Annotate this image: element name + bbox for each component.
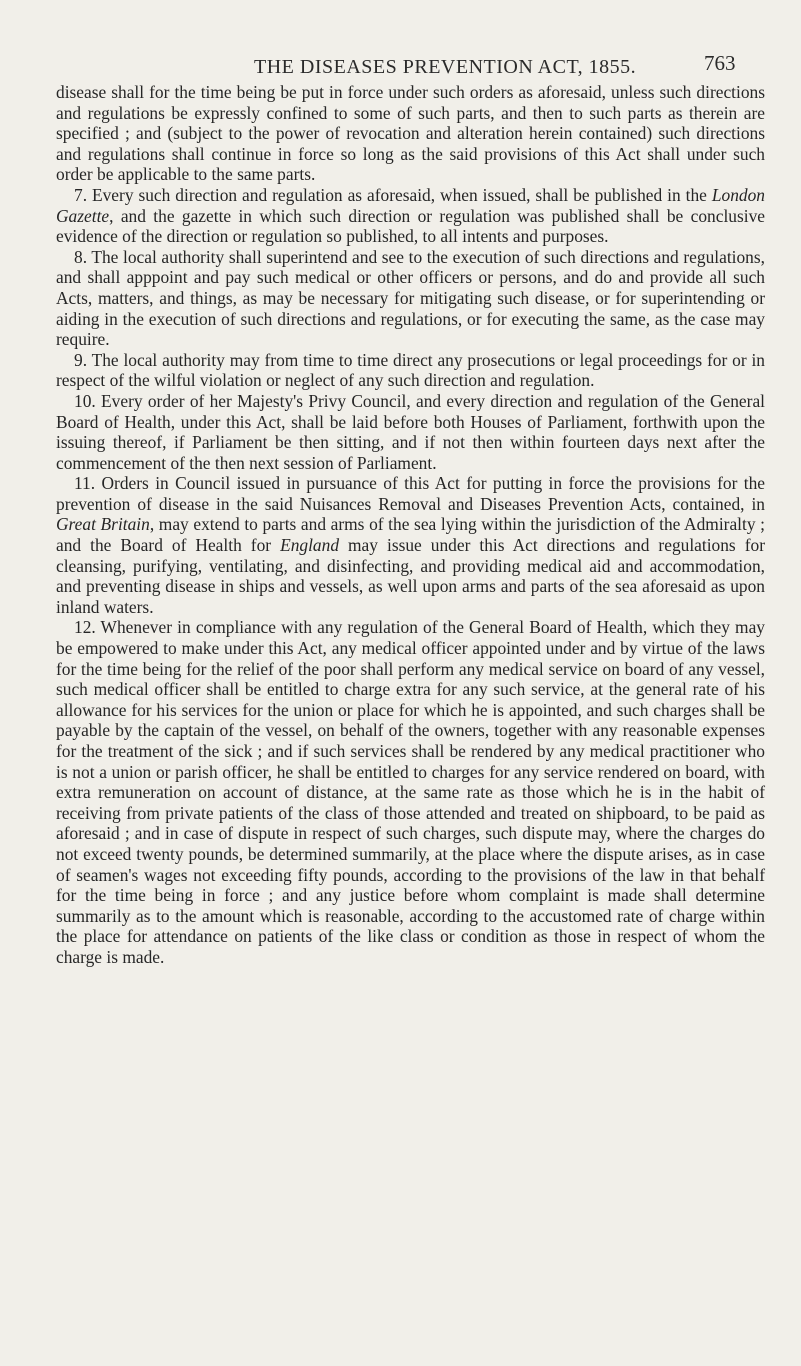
- text-segment: disease shall for the time being be put in force under such orders as aforesaid, unless such directions and regulations be expressly confined to some of such parts, and then to such parts as therein are specified ; and (subject to the power of revocation and alteration herein contained) such directions and regulations shall continue in force so long as the said provisions of this Act shall under such order be applicable to the same parts.: [56, 82, 765, 185]
- body-text: [56, 82, 765, 968]
- section-11: [56, 473, 765, 617]
- text-segment: , and the gazette in which such direction or regulation was published shall be conclusive evidence of the direction or regulation so published, to all intents and purposes.: [56, 205, 765, 247]
- text-segment: 7. Every such direction and regulation as aforesaid, when issued, shall be published in the: [74, 184, 712, 205]
- text-segment-italic: London Gazette: [56, 184, 765, 226]
- text-segment: 11. Orders in Council issued in pursuance of this Act for putting in force the provisions for the prevention of disease in the said Nuisances Removal and Diseases Prevention Acts, contained, in: [56, 473, 765, 514]
- section-10: [56, 391, 765, 473]
- section-9: [56, 350, 765, 391]
- section-8: [56, 247, 765, 350]
- text-segment: 8. The local authority shall superintend and see to the execution of such directions and regulations, and shall apppoint and pay such medical or other officers or persons, and do and provide all such Acts, matters, and things, as may be necessary for mitigating such disease, or for superintending or aiding in the execution of such directions and regulations, or for executing the same, as the case may require.: [56, 246, 765, 350]
- text-segment: 10. Every order of her Majesty's Privy Council, and every direction and regulation of the General Board of Health, under this Act, shall be laid before both Houses of Parliament, forthwith upon the issuing thereof, if Parliament be then sitting, and if not then within fourteen days next after the commencement of the then next session of Parliament.: [56, 390, 765, 473]
- paragraph-continuation: [56, 82, 765, 185]
- text-segment: may issue under this Act directions and regulations for cleansing, purifying, ventilating, and disinfecting, and providing medical aid and accommodation, and preventing disease in ships and vessels, as well upon arms and parts of the sea aforesaid as upon inland waters.: [56, 535, 765, 617]
- text-segment-italic: Great Britain: [56, 514, 150, 535]
- section-12: [56, 617, 765, 967]
- text-segment: 12. Whenever in compliance with any regulation of the General Board of Health, which they may be empowered to make under this Act, any medical officer appointed under and by virtue of the laws for the time being for the relief of the poor shall perform any medical service on board of any vessel, such medical officer shall be entitled to charge extra for any such service, at the general rate of his allowance for his services for the union or place for which he is appointed, and such charges shall be payable by the captain of the vessel, on behalf of the owners, together with any reasonable expenses for the treatment of the sick ; and if such services shall be rendered by any medical practitioner who is not a union or parish officer, he shall be entitled to charges for any service rendered on board, with extra remuneration on account of distance, at the same rate as those which he is in the habit of receiving from private patients of the class of those attended and treated on shipboard, to be paid as aforesaid ; and in case of dispute in respect of such charges, such dispute may, where the charges do not exceed twenty pounds, be determined summarily, at the place where the dispute arises, as in case of seamen's wages not exceeding fifty pounds, according to the provisions of the law in that behalf for the time being in force ; and any justice before whom complaint is made shall determine summarily as to the amount which is reasonable, according to the accustomed rate of charge within the place for attendance on patients of the like class or condition as those in respect of whom the charge is made.: [56, 617, 765, 967]
- text-segment-italic: England: [280, 535, 340, 556]
- running-header-title: THE DISEASES PREVENTION ACT, 1855.: [254, 56, 637, 78]
- text-segment: , may extend to parts and arms of the sea lying within the jurisdiction of the Admiralty ; and the Board of Health for: [56, 514, 765, 556]
- section-7: [56, 185, 765, 247]
- text-segment: 9. The local authority may from time to time direct any prosecutions or legal proceedings for or in respect of the wilful violation or neglect of any such direction and regulation.: [56, 349, 765, 391]
- page-number: 763: [704, 51, 736, 75]
